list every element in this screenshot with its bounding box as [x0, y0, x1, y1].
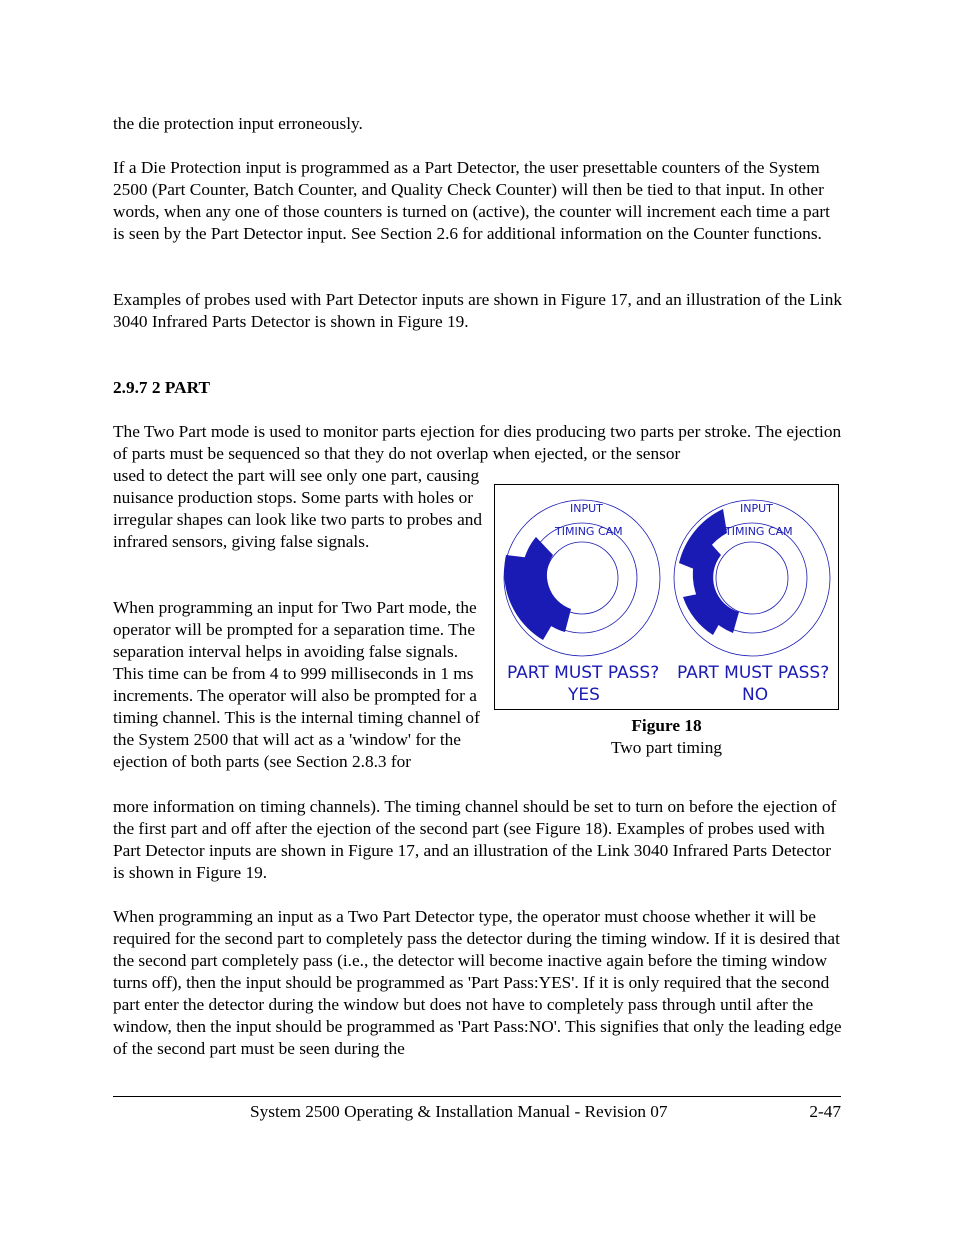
- figure-caption: Two part timing: [610, 738, 723, 757]
- figure-18-box: [494, 484, 839, 710]
- two-part-timing-diagram: [495, 485, 840, 711]
- left-question: PART MUST PASS?: [507, 663, 660, 683]
- page-number: 2-47: [809, 1102, 841, 1121]
- figure-title: Figure 18: [631, 716, 702, 735]
- right-inner-label: TIMING CAM: [725, 525, 793, 538]
- paragraph-programming-cont: more information on timing channels). The timing channel should be set to turn on before the ejection of the first part and off after the ejection of the second part (see Figure 18). Examples of probes used with Part Detector inputs are shown in Figure 17, and an illustration of the Link 3040 Infrared Parts Detector is shown in Figure 19.: [113, 797, 837, 882]
- footer-divider: [113, 1096, 841, 1097]
- paragraph-programming: When programming an input for Two Part mode, the operator will be prompted for a separation time. The separation interval helps in avoiding false signals. This time can be from 4 to 999 milliseconds in 1 ms increments. The operator will also be prompted for a timing channel. This is the internal timing channel of the System 2500 that will act as a 'window' for the ejection of both parts (see Section 2.8.3 for: [113, 598, 480, 771]
- footer-title: System 2500 Operating & Installation Manual - Revision 07: [250, 1102, 668, 1121]
- right-outer-label: INPUT: [740, 502, 773, 515]
- right-answer: NO: [742, 685, 769, 705]
- section-heading: 2.9.7 2 PART: [113, 378, 210, 397]
- right-question: PART MUST PASS?: [677, 663, 830, 683]
- paragraph-probe-examples: Examples of probes used with Part Detector inputs are shown in Figure 17, and an illustration of the Link 3040 Infrared Parts Detector is shown in Figure 19.: [113, 290, 843, 331]
- paragraph-two-part-intro-cont: used to detect the part will see only one part, causing nuisance production stops. Some parts with holes or irregular shapes can look like two parts to probes and infrared sensors, giving false signals.: [113, 466, 483, 551]
- paragraph-part-detector-counters: If a Die Protection input is programmed as a Part Detector, the user presettable counters of the System 2500 (Part Counter, Batch Counter, and Quality Check Counter) will then be tied to that input. In other words, when any one of those counters is turned on (active), the counter will increment each time a part is seen by the Part Detector input. See Section 2.6 for additional information on the Counter functions.: [113, 158, 830, 243]
- left-inner-label: TIMING CAM: [555, 525, 623, 538]
- right-inner-ring: [716, 542, 788, 614]
- paragraph-continuation: the die protection input erroneously.: [113, 114, 363, 133]
- paragraph-two-part-intro: The Two Part mode is used to monitor parts ejection for dies producing two parts per stroke. The ejection of parts must be sequenced so that they do not overlap when ejected, or the sensor: [113, 422, 842, 463]
- left-outer-label: INPUT: [570, 502, 603, 515]
- right-dial: [674, 500, 830, 705]
- paragraph-part-pass: When programming an input as a Two Part Detector type, the operator must choose whether it will be required for the second part to completely pass the detector during the timing window. If it is desired that the second part completely pass (i.e., the detector will become inactive again before the timing window turns off), then the input should be programmed as 'Part Pass:YES'. If it is only required that the second part enter the detector during the window but does not have to completely pass through until after the window, then the input should be programmed as 'Part Pass:NO'. This signifies that only the leading edge of the second part must be seen during the: [113, 907, 842, 1058]
- left-answer: YES: [568, 685, 600, 705]
- left-dial: [504, 500, 660, 705]
